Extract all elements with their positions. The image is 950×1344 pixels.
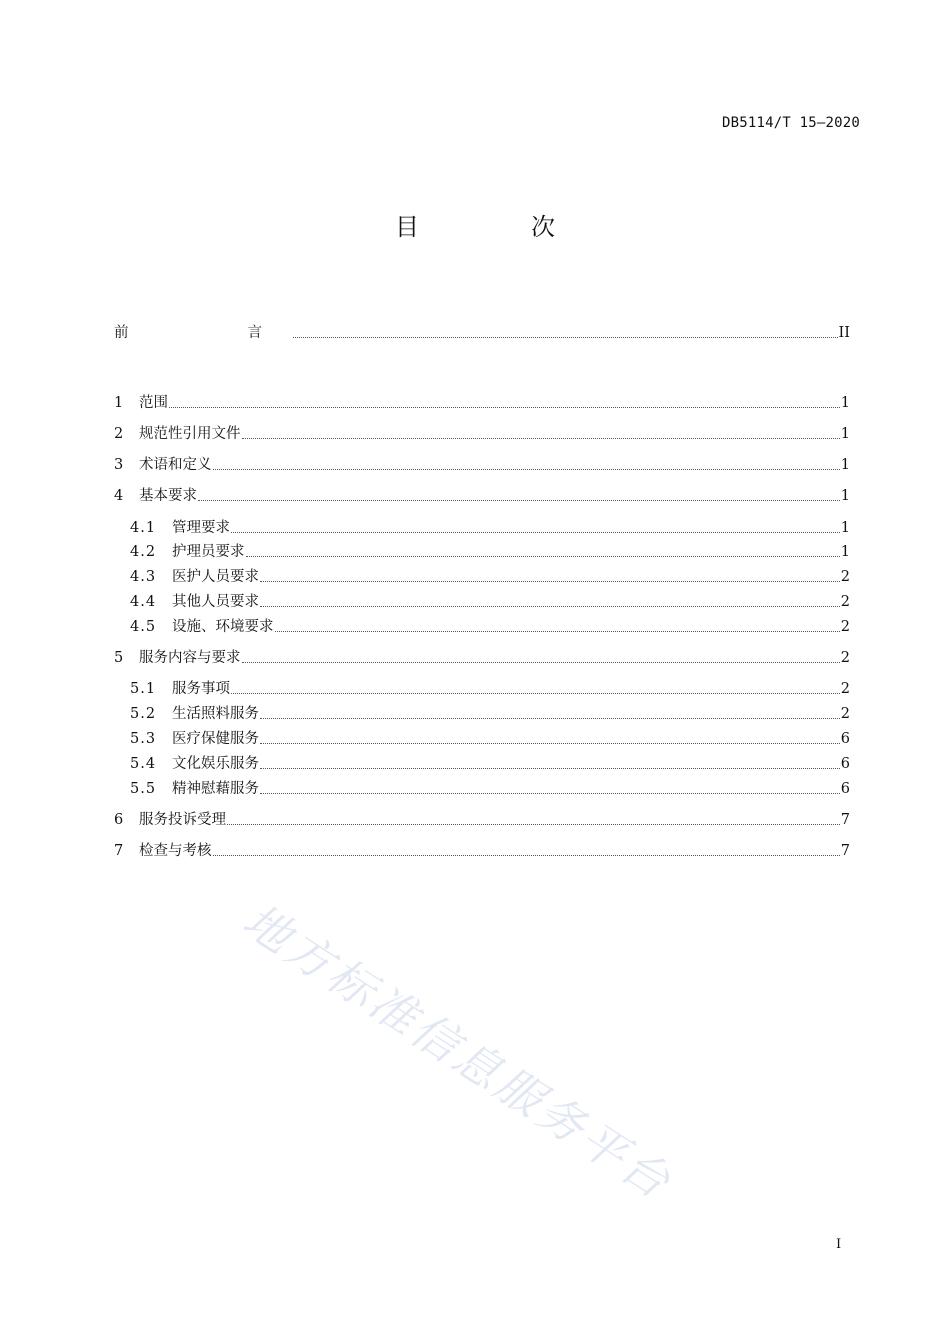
toc-subentry[interactable] bbox=[114, 779, 850, 799]
toc-page: 1 bbox=[840, 488, 850, 504]
toc-leader-dots bbox=[231, 692, 840, 694]
toc-page: 1 bbox=[840, 544, 850, 560]
toc-page: 2 bbox=[840, 619, 850, 635]
toc-leader-dots bbox=[260, 742, 840, 744]
toc-page: 7 bbox=[840, 843, 850, 859]
toc-leader-dots bbox=[260, 792, 840, 794]
watermark-text: 地方标准信息服务平台 bbox=[233, 892, 683, 1211]
toc-page: 2 bbox=[840, 681, 850, 697]
toc-page: 6 bbox=[840, 731, 850, 747]
toc-number: 4.3 bbox=[130, 569, 157, 585]
toc-leader-dots bbox=[242, 437, 840, 439]
document-code: DB5114/T 15—2020 bbox=[721, 115, 860, 131]
toc-number: 5.3 bbox=[130, 731, 157, 747]
toc-label: 护理员要求 bbox=[172, 544, 245, 560]
toc-page: 1 bbox=[840, 457, 850, 473]
toc-leader-dots bbox=[242, 661, 840, 663]
toc-number: 4.4 bbox=[130, 594, 157, 610]
toc-entry[interactable] bbox=[114, 486, 850, 506]
toc-leader-dots bbox=[293, 336, 838, 338]
toc-label: 医疗保健服务 bbox=[172, 731, 259, 747]
page-number: I bbox=[836, 1237, 842, 1252]
toc-leader-dots bbox=[260, 717, 840, 719]
toc-page: 2 bbox=[840, 594, 850, 610]
toc-leader-dots bbox=[198, 499, 840, 501]
toc-leader-dots bbox=[260, 767, 840, 769]
toc-number: 2 bbox=[114, 426, 124, 442]
toc-subentry[interactable] bbox=[114, 754, 850, 774]
toc-entry[interactable] bbox=[114, 841, 850, 861]
toc-page: 1 bbox=[840, 520, 850, 536]
toc-subentry[interactable] bbox=[114, 704, 850, 724]
toc-leader-dots bbox=[169, 406, 840, 408]
toc-label: 规范性引用文件 bbox=[139, 426, 241, 442]
toc-number: 7 bbox=[114, 843, 124, 859]
toc-entry[interactable] bbox=[114, 424, 850, 444]
page-title: 目 次 bbox=[395, 213, 599, 241]
toc-label: 检查与考核 bbox=[139, 843, 212, 859]
toc-label: 术语和定义 bbox=[139, 457, 212, 473]
toc-number: 4.2 bbox=[130, 544, 157, 560]
toc-entry[interactable] bbox=[114, 648, 850, 668]
toc-subentry[interactable] bbox=[114, 542, 850, 562]
toc-page: 7 bbox=[840, 812, 850, 828]
toc-leader-dots bbox=[227, 823, 840, 825]
toc-number: 5.5 bbox=[130, 781, 157, 797]
toc-number: 5 bbox=[114, 650, 124, 666]
toc-label: 设施、环境要求 bbox=[172, 619, 274, 635]
toc-label: 服务内容与要求 bbox=[139, 650, 241, 666]
toc-number: 4.1 bbox=[130, 520, 157, 536]
toc-entry[interactable] bbox=[114, 455, 850, 475]
toc-page: 6 bbox=[840, 781, 850, 797]
toc-label: 服务事项 bbox=[172, 681, 230, 697]
toc-label: 服务投诉受理 bbox=[139, 812, 226, 828]
toc-subentry[interactable] bbox=[114, 518, 850, 538]
toc-leader-dots bbox=[260, 605, 840, 607]
toc-leader-dots bbox=[275, 630, 840, 632]
toc-number: 6 bbox=[114, 812, 124, 828]
toc-page: 6 bbox=[840, 756, 850, 772]
toc-leader-dots bbox=[246, 555, 840, 557]
toc-leader-dots bbox=[213, 468, 840, 470]
toc-subentry[interactable] bbox=[114, 679, 850, 699]
toc-label: 管理要求 bbox=[172, 520, 230, 536]
toc-number: 3 bbox=[114, 457, 124, 473]
toc-number: 4 bbox=[114, 488, 124, 504]
toc-subentry[interactable] bbox=[114, 592, 850, 612]
toc-page: 2 bbox=[840, 706, 850, 722]
toc-entry[interactable] bbox=[114, 810, 850, 830]
toc-label: 基本要求 bbox=[139, 488, 197, 504]
toc-number: 5.2 bbox=[130, 706, 157, 722]
toc-label: 精神慰藉服务 bbox=[172, 781, 259, 797]
toc-label: 生活照料服务 bbox=[172, 706, 259, 722]
toc-page: II bbox=[838, 325, 850, 341]
toc-label: 范围 bbox=[139, 395, 168, 411]
toc-page: 1 bbox=[840, 426, 850, 442]
toc-entry-foreword[interactable] bbox=[114, 323, 850, 343]
toc-page: 2 bbox=[840, 650, 850, 666]
toc-subentry[interactable] bbox=[114, 617, 850, 637]
toc-number: 1 bbox=[114, 395, 124, 411]
toc-page: 1 bbox=[840, 395, 850, 411]
toc-subentry[interactable] bbox=[114, 567, 850, 587]
toc-leader-dots bbox=[231, 531, 840, 533]
toc-leader-dots bbox=[260, 580, 840, 582]
toc-label: 文化娱乐服务 bbox=[172, 756, 259, 772]
toc-subentry[interactable] bbox=[114, 729, 850, 749]
toc-label: 医护人员要求 bbox=[172, 569, 259, 585]
toc-leader-dots bbox=[213, 854, 840, 856]
toc-number: 4.5 bbox=[130, 619, 157, 635]
toc-number: 5.4 bbox=[130, 756, 157, 772]
toc-label: 其他人员要求 bbox=[172, 594, 259, 610]
toc-page: 2 bbox=[840, 569, 850, 585]
toc-entry[interactable] bbox=[114, 393, 850, 413]
toc-number: 5.1 bbox=[130, 681, 157, 697]
toc-label: 前 言 bbox=[114, 325, 292, 341]
